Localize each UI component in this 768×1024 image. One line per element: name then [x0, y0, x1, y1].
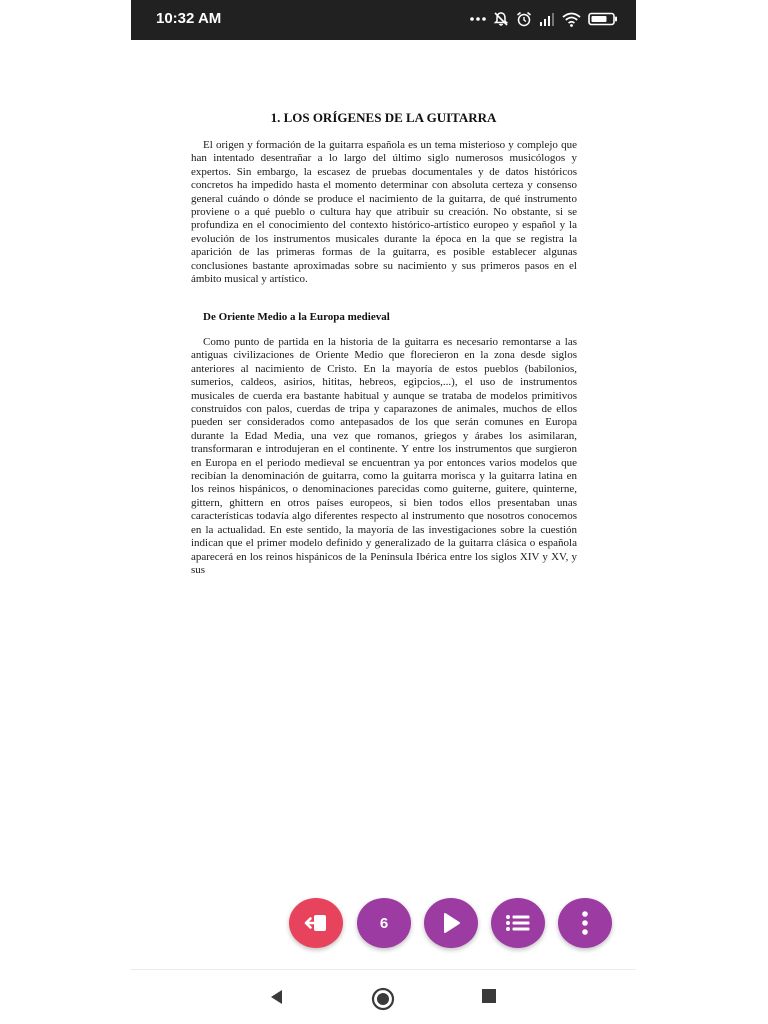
play-button[interactable] — [424, 898, 478, 948]
signal-icon — [539, 12, 555, 26]
battery-icon — [588, 12, 618, 26]
navigation-bar — [131, 970, 636, 1024]
more-options-button[interactable] — [558, 898, 612, 948]
page-number-label: 6 — [379, 914, 389, 932]
document-page — [131, 40, 636, 970]
status-icons — [470, 9, 618, 29]
page-number-button[interactable] — [357, 898, 411, 948]
alarm-icon — [516, 11, 532, 27]
more-notifications-icon — [470, 16, 486, 22]
wifi-icon — [562, 12, 581, 27]
notifications-off-icon — [493, 11, 509, 27]
table-of-contents-button[interactable] — [491, 898, 545, 948]
status-time: 10:32 AM — [156, 10, 222, 27]
status-bar — [131, 0, 636, 40]
play-icon — [440, 911, 462, 935]
paragraph-middle-east: Como punto de partida en la historia de la guitarra es necesario remontarse a las antiguas civilizaciones de Oriente Medio que florecieron en la zona desde siglos anteriores al nacimiento de Cristo. En la mayoría de estos pueblos (babilonios, sumerios, caldeos, asirios, hititas, hebreos, egipcios,...), el uso de instrumentos musicales de cuerda era bastante habitual y aunque se trataba de modelos primitivos construidos con palos, cuerdas de tripa y caparazones de animales, muchos de ellos pueden ser considerados como antepasados de los que serán comunes en Europa durante la Edad Media, una vez que romanos, griegos y árabes los asimilaran, transformaran e introdujeran en el continente. Y entre los instrumentos que surgieron en Europa en el periodo medieval se encuentran ya por entonces varios modelos que recibían la denominación de guitarra, como la guitarra morisca y la guitarra latina en los reinos hispánicos, o denominaciones parecidas como guiterne, guitere, quinterne, gittern, ghittern en otros países europeos, si bien todos ellos presentaban unas características todavía algo diferentes respecto al instrumento que nosotros conocemos en la actualidad. En este sentido, la mayoría de las investigaciones sobre la cuestión indican que el primer modelo definido y generalizado de la guitarra clásica o española aparecerá en los reinos hispánicos de la Península Ibérica entre los siglos XIV y XV, y sus — [191, 336, 577, 576]
list-icon — [505, 913, 531, 933]
paragraph-origin: El origen y formación de la guitarra española es un tema misterioso y complejo que han intentado desentrañar a lo largo del último siglo numerosos musicólogos y expertos. Sin embargo, la escasez de pruebas documentales y de datos históricos concretos ha impedido hasta el momento determinar con absoluta certeza y consenso general cuándo o dónde se produce el nacimiento de la guitarra, de qué instrumento proviene o a qué pueblo o cultura hay que atribuir su creación. No obstante, si se profundiza en el conocimiento del contexto histórico-artístico europeo y español y la evolución de los instrumentos musicales durante la época en la que se registra la aparición de las primeras formas de la guitarra, es posible establecer algunas conclusiones bastante aproximadas sobre su nacimiento y sus primeros pasos en el ámbito musical y artístico. — [191, 139, 577, 286]
chapter-title: 1. LOS ORÍGENES DE LA GUITARRA — [270, 110, 497, 125]
recent-apps-icon[interactable] — [480, 987, 498, 1005]
home-icon[interactable] — [371, 987, 395, 1011]
exit-button[interactable] — [289, 898, 343, 948]
more-vertical-icon — [581, 910, 589, 936]
back-icon[interactable] — [267, 987, 287, 1007]
phone-screen — [131, 0, 636, 1024]
exit-icon — [303, 912, 329, 934]
section-heading: De Oriente Medio a la Europa medieval — [203, 311, 390, 323]
